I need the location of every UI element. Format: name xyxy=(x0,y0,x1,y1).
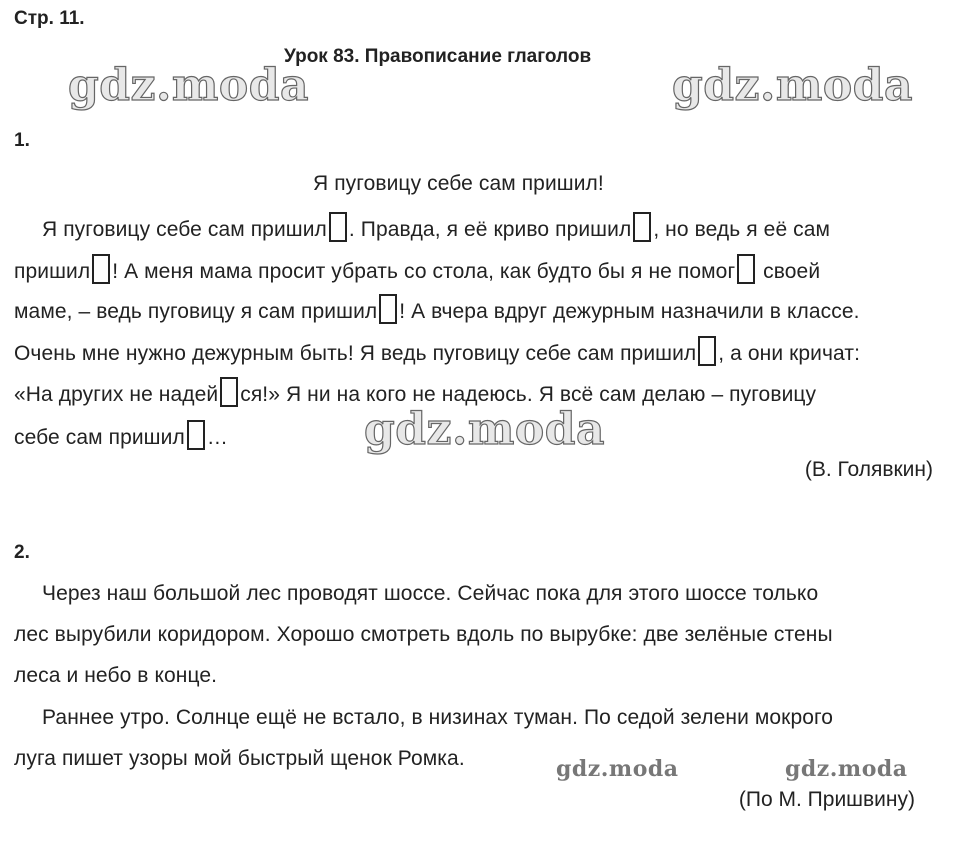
answer-box xyxy=(379,294,397,324)
watermark-center: gdz.moda xyxy=(364,404,606,455)
answer-box xyxy=(187,420,205,450)
watermark-top-left: gdz.moda xyxy=(68,60,310,111)
answer-box xyxy=(329,212,347,242)
text-fragment: ! А вчера вдруг дежурным назначили в классе. xyxy=(399,300,860,323)
answer-box xyxy=(633,212,651,242)
lesson-title: Урок 83. Правописание глаголов xyxy=(284,46,592,67)
exercise-2-line-5: луга пишет узоры мой быстрый щенок Ромка. xyxy=(14,747,465,770)
exercise-2-author: (По М. Пришвину) xyxy=(738,788,915,811)
exercise-1-line-2 xyxy=(14,254,820,284)
watermark-bottom-right: gdz.moda xyxy=(785,756,908,782)
exercise-2-line-2: лес вырубили коридором. Хорошо смотреть вдоль по вырубке: две зелёные стены xyxy=(14,623,833,646)
text-fragment: маме, – ведь пуговицу я сам пришил xyxy=(14,300,378,323)
text-fragment: себе сам пришил xyxy=(14,426,185,449)
text-fragment: Очень мне нужно дежурным быть! Я ведь пуговицу себе сам пришил xyxy=(14,342,697,365)
text-fragment: пришил xyxy=(14,260,91,283)
exercise-2-line-3: леса и небо в конце. xyxy=(14,664,218,687)
exercise-1-number: 1. xyxy=(14,130,30,151)
exercise-2-line-4: Раннее утро. Солнце ещё не встало, в низинах туман. По седой зелени мокрого xyxy=(42,706,834,729)
exercise-2-number: 2. xyxy=(14,542,30,563)
exercise-1-line-6 xyxy=(14,420,228,450)
exercise-1-line-3 xyxy=(14,294,860,324)
watermark-top-right: gdz.moda xyxy=(672,60,914,111)
page-number: Стр. 11. xyxy=(14,8,85,29)
answer-box xyxy=(92,254,110,284)
text-fragment: … xyxy=(206,426,228,449)
text-fragment: , но ведь я её сам xyxy=(653,218,831,241)
answer-box xyxy=(737,254,755,284)
exercise-1-line-4 xyxy=(14,336,860,366)
exercise-2-line-1: Через наш большой лес проводят шоссе. Сейчас пока для этого шоссе только xyxy=(42,582,819,605)
exercise-1-heading: Я пуговицу себе сам пришил! xyxy=(313,172,604,195)
exercise-1-line-5 xyxy=(14,377,816,407)
text-fragment: ! А меня мама просит убрать со стола, как будто бы я не помог xyxy=(112,260,736,283)
text-fragment: , а они кричат: xyxy=(718,342,861,365)
text-fragment: Я пуговицу себе сам пришил xyxy=(42,218,327,241)
exercise-1-line-1 xyxy=(42,212,830,242)
text-fragment: . Правда, я её криво пришил xyxy=(348,218,632,241)
watermark-bottom-left: gdz.moda xyxy=(556,756,679,782)
text-fragment: своей xyxy=(757,260,821,283)
answer-box xyxy=(220,377,238,407)
answer-box xyxy=(698,336,716,366)
exercise-1-author: (В. Голявкин) xyxy=(804,458,933,481)
text-fragment: ся!» Я ни на кого не надеюсь. Я всё сам делаю – пуговицу xyxy=(240,383,817,406)
text-fragment: «На других не надей xyxy=(14,383,219,406)
